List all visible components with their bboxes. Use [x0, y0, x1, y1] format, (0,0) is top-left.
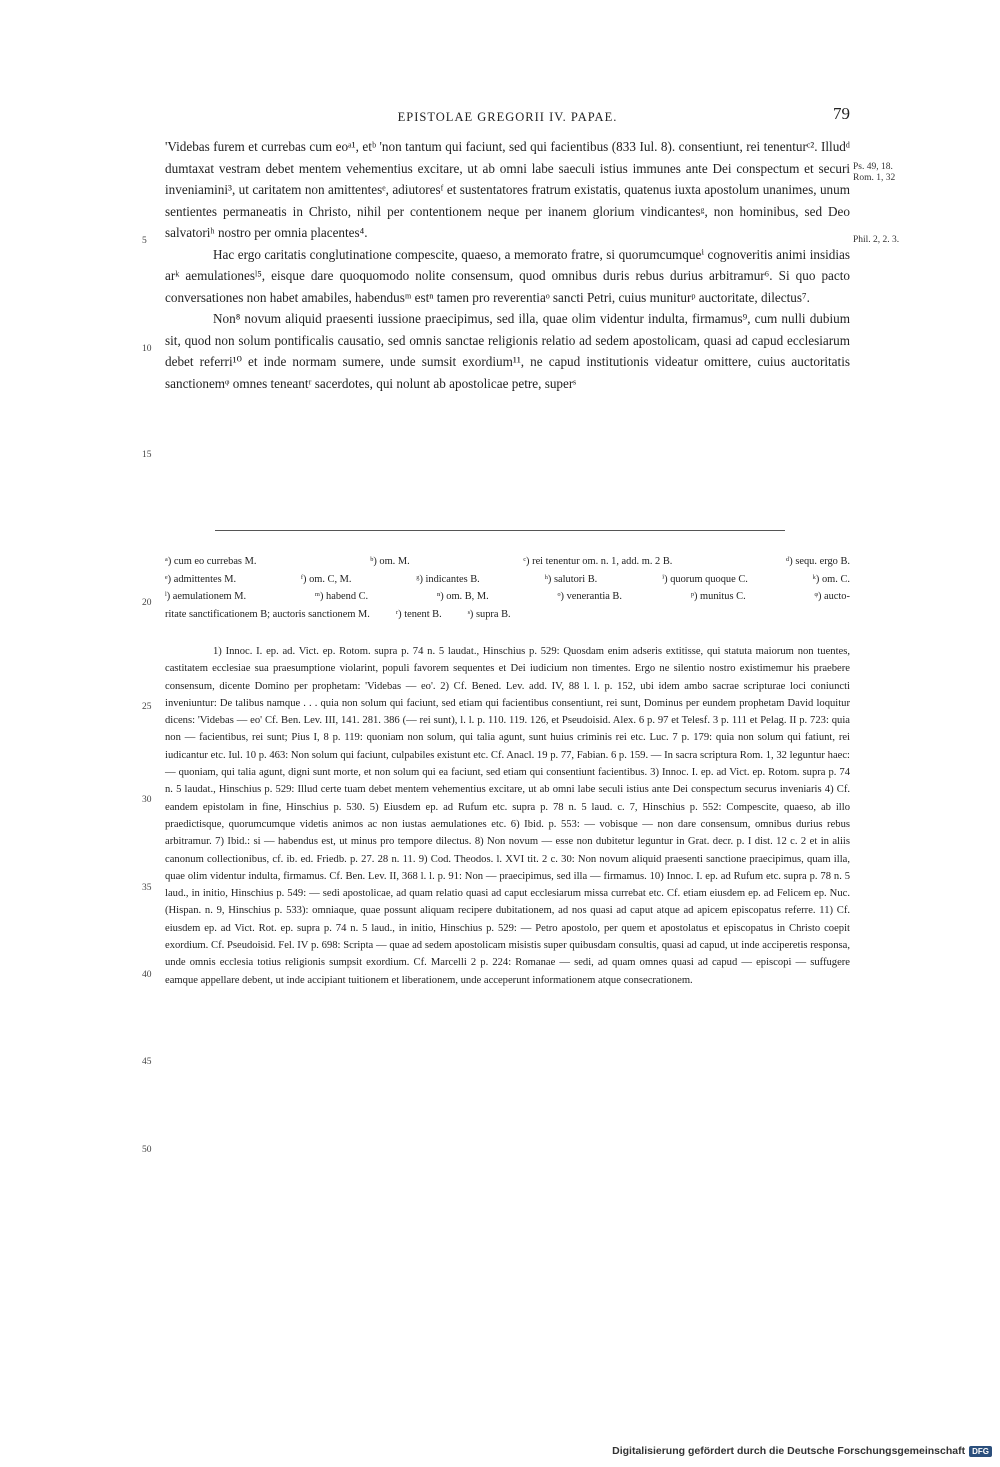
- line-number: 30: [142, 795, 152, 805]
- note-block: 1) Innoc. I. ep. ad. Vict. ep. Rotom. supra p. 74 n. 5 laudat., Hinschius p. 529: Quosdam enim adseris extitisse, qui statuta maiorum non tuentes, castitatem ecclesiae sua praesumptione violarint, populi favorem sequentes et Dei iudicium non timentes. Ergo ne silentio nostro existimemur his praebere consensum, dicente Domino per prophetam: 'Videbas — eo'. 2) Cf. Bened. Lev. add. IV, 88 l. l. p. 152, ubi idem ambo sacrae scripturae loci coniuncti inveniuntur: De talibus namque . . . quia non solum qui faciunt, sed etiam qui facientibus consentiunt, rei sunt, Dominus per eundem prophetam David loquitur dicens: 'Videbas — eo' Cf. Ben. Lev. III, 141. 281. 386 (— rei sunt), l. l. p. 110. 119. 126, et Pseudoisid. Alex. 6 p. 97 et Telesf. 3 p. 111 et Pelag. II p. 723: quia non — facientibus, rei sunt; Pius I, 8 p. 119: quoniam non solum, qui talia agunt, sunt huius criminis rei etc. Luc. 7 p. 179: quia non solum qui fatiunt, rei iudicantur etc. Iul. 10 p. 463: Non solum qui faciunt, culpabiles existunt etc. Cf. Anacl. 19 p. 77, Fabian. 6 p. 159. — In sacra scriptura Rom. 1, 32 leguntur haec: — quoniam, qui talia agunt, digni sunt morte, et non solum qui ea faciunt, sed etiam qui consentiunt facientibus. 3) Innoc. I. ep. ad Vict. ep. Rotom. supra p. 74 n. 5 laudat., Hinschius p. 529: Illud certe tuam debet mentem vehementius excitare, ut ab omni labe seculi istius ante Dei conspectum securus inveniaris 4) Cf. eandem epistolam in fine, Hinschius p. 530. 5) Eiusdem ep. ad Rufum etc. supra p. 78 n. 5 laud. c. 7, Hinschius p. 552: Compescite, quaeso, ab illo praedictisque, quorumcumque videtis animos ac non iustas aemulationes etc. 6) Ibid. p. 553: — vobisque — non dare consensum, omnibus durius rebus arbitramur. 7) Ibid.: si — habendus est, ut minus pro tempore dilectus. 8) Non novum — esse non dubitetur leguntur in Grat. decr. p. I dist. 12 c. 2 et in aliis canonum collectionibus, cf. ib. ed. Friedb. p. 27. 28 n. 11. 9) Cod. Theodos. l. XVI tit. 2 c. 30: Non novum aliquid praesenti sanctione praecipimus, quam illa, quae olim videntur indulta, firmamus. Cf. Ben. Lev. II, 368 l. l. p. 91: Non — praecipimus, sed illa — firmamus. 10) Innoc. I. ep. ad Rufum etc. supra p. 78 n. 5 laud., in initio, Hinschius p. 549: — sedi apostolicae, ad quam relatio quasi ad caput ecclesiarum missa currebat etc. Cf. etiam eiusdem ep. ad Felicem ep. Nuc. (Hispan. n. 9, Hinschius p. 533): omniaque, quae possunt aliquam recipere dubitationem, ad nos quasi ad caput atque ad apicem episcopatus referre. 11) Cf. eiusdem ep. ad Vict. Rot. ep. supra p. 74 n. 5 laud., in initio, Hinschius p. 529: — Petro apostolo, per quem et apostolatus et episcopatus in Christo coepit exordium. Cf. Pseudoisid. Fel. IV p. 698: Scripta — quae ad sedem apostolicam misistis super quibusdam consultis, quasi ad capud, ut inde acciperetis responsa, unde omnis ecclesia totius religionis sumpsit exordium. Cf. Marcelli 2 p. 224: Romanae — sedi, ad quam omnes quasi ad capud — episcopi — suffugere eamque appellare debent, ut inde accipiant tuitionem et liberationem, unde acceperunt informationem atque consecrationem.: [165, 646, 850, 986]
- variant: ᶠ) om. C, M.: [300, 573, 352, 585]
- paragraph-2: Hac ergo caritatis conglutinatione compescite, quaeso, a memorato fratre, si quorumcumqueⁱ cognoveritis animi insidias arᵏ aemulationesˡ⁵, eisque dare quoquomodo nolite consensum, quod omnibus duris rebus durius arbitramur⁶. Si quo pacto conversationes non habet amabiles, habendusᵐ estⁿ tamen pro reverentiaᵒ sancti Petri, cuius muniturᵖ auctoritate, dilectus⁷.: [165, 246, 850, 305]
- dfg-credit: [612, 1445, 992, 1457]
- variant: ⁿ) om. B, M.: [436, 591, 489, 602]
- variant: ᵍ) indicantes B.: [416, 573, 480, 585]
- line-number: 15: [142, 450, 152, 460]
- credit-text: Digitalisierung gefördert durch die Deutsche Forschungsgemeinschaft: [612, 1445, 966, 1457]
- page-header: [165, 104, 850, 130]
- variant-apparatus: [165, 553, 850, 623]
- variant: ᵇ) om. M.: [370, 556, 410, 567]
- variant: ᵃ) cum eo currebas M.: [165, 556, 257, 567]
- variant-row: [165, 588, 850, 606]
- variant: ˡ) aemulationem M.: [165, 591, 247, 602]
- source-notes: [165, 643, 850, 989]
- variant: ᶜ) rei tenentur om. n. 1, add. m. 2 B.: [523, 556, 673, 567]
- page-number: 79: [833, 104, 850, 123]
- variant-row: [165, 606, 850, 624]
- line-number: 50: [142, 1145, 152, 1155]
- dfg-logo-icon: DFG: [969, 1446, 992, 1457]
- variant: ᵐ) habend C.: [314, 591, 369, 602]
- variant: ᵏ) om. C.: [812, 573, 850, 585]
- line-number: 40: [142, 970, 152, 980]
- paragraph-1: 'Videbas furem et currebas cum eoᵃ¹, etᵇ 'non tantum qui faciunt, sed qui facientibus (833 Iul. 8). consentiunt, rei tenenturᶜ². Illudᵈ dumtaxat vestram debet mentem vehementius excitare, ut ab omni labe saeculi istius immunes ante Dei conspectum et securi inveniamini³, ut caritatem non amittentesᵉ, adiutoresᶠ et sustentatores fratrum existatis, quatenus iuxta apostolum unanimes, unum sentientes permaneatis in Christo, nihil per contentionem neque per inanem glorium vindicantesᵍ, non hominibus, sed Deo salvatoriʰ nostro per omnia placentes⁴.: [165, 139, 850, 240]
- line-number: 10: [142, 344, 152, 354]
- margin-ref-psalm: Ps. 49, 18.: [853, 162, 893, 172]
- line-number: 5: [142, 236, 147, 246]
- running-head: EPISTOLAE GREGORII IV. PAPAE.: [397, 110, 618, 124]
- variant-row: [165, 553, 850, 571]
- variant: ⁱ) quorum quoque C.: [662, 573, 748, 585]
- margin-ref-romans: Rom. 1, 32: [853, 173, 896, 183]
- variant: ᵈ) sequ. ergo B.: [786, 556, 850, 567]
- margin-ref-phil: Phil. 2, 2. 3.: [853, 235, 900, 245]
- line-number: 35: [142, 883, 152, 893]
- variant: ᵒ) venerantia B.: [557, 591, 622, 602]
- variant: ʳ) tenent B.: [395, 608, 442, 620]
- line-number: 20: [142, 598, 152, 608]
- paragraph-3: Non⁸ novum aliquid praesenti iussione praecipimus, sed illa, quae olim videntur indulta, firmamus⁹, cum nulli dubium sit, quod non solum pontificalis causatio, sed omnis sanctae religionis relatio ad sedem apostolicam, quasi ad capud ecclesiarum debet referri¹⁰ et inde normam sumere, unde sumsit exordium¹¹, ne capud institutionis videatur omittere, cuius auctoritatis sanctionemᵠ omnes teneantʳ sacerdotes, qui nolunt ab apostolicae petre, superˢ: [165, 311, 850, 391]
- variant-row: [165, 571, 850, 589]
- line-number: 25: [142, 702, 152, 712]
- variant: ˢ) supra B.: [467, 608, 511, 620]
- variant: ritate sanctificationem B; auctoris sanctionem M.: [165, 608, 370, 620]
- main-text: [165, 136, 850, 394]
- variant: ᵠ) aucto-: [814, 591, 850, 602]
- separator-rule: [215, 530, 785, 531]
- line-number: 45: [142, 1057, 152, 1067]
- variant: ʰ) salutori B.: [544, 573, 598, 585]
- variant: ᵖ) munitus C.: [690, 591, 746, 602]
- variant: ᵉ) admittentes M.: [165, 573, 237, 585]
